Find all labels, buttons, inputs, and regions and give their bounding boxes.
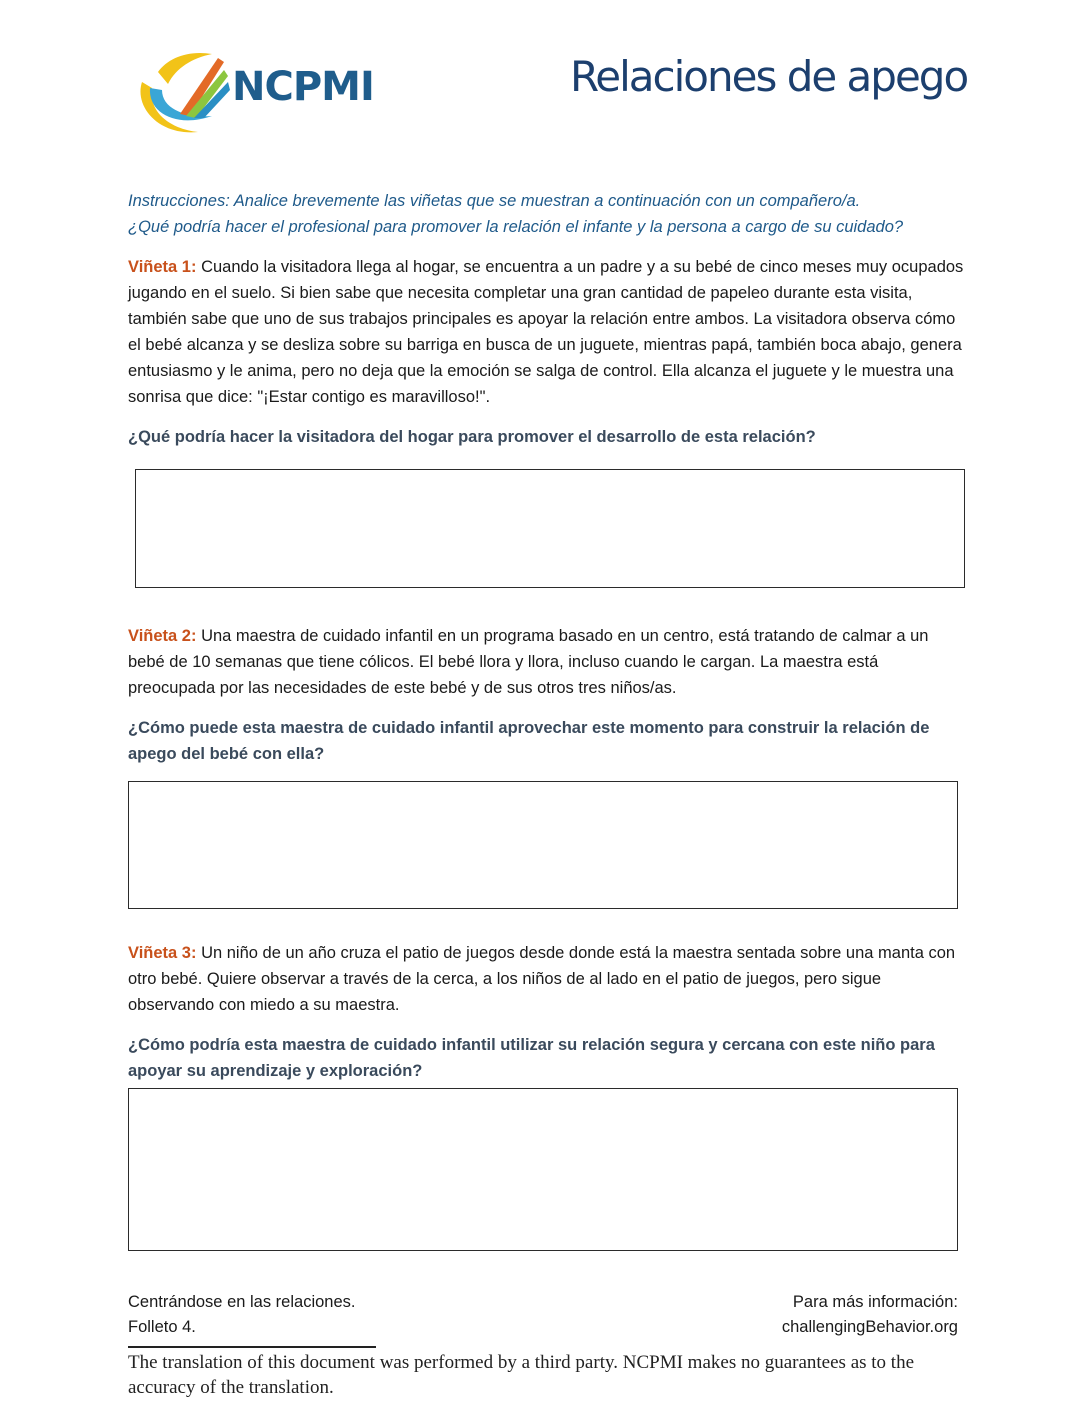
footer-left xyxy=(128,1290,355,1340)
logo-wordmark: NCPMI xyxy=(232,64,374,110)
vignette-3-answer-box[interactable] xyxy=(128,1088,958,1251)
vignette-3-label: Viñeta 3: xyxy=(128,944,197,962)
vignette-1-body: Cuando la visitadora llega al hogar, se encuentra a un padre y a su bebé de cinco meses muy ocupados jugando en el suelo. Si bien sabe que necesita completar una gran cantidad de papeleo durante esta visita, también sabe que uno de sus trabajos principales es apoyar la relación entre ambos. La visitadora observa cómo el bebé alcanza y se desliza sobre su barriga en busca de un juguete, mientras papá, también boca abajo, genera entusiasmo y le anima, pero no deja que la emoción se salga de control. Ella alcanza el juguete y le muestra una sonrisa que dice: "¡Estar contigo es maravilloso!". xyxy=(128,258,964,406)
page-title: Relaciones de apego xyxy=(570,52,968,101)
vignette-1-label: Viñeta 1: xyxy=(128,258,197,276)
footer-right xyxy=(782,1290,958,1340)
instructions xyxy=(128,188,968,240)
vignette-2-text xyxy=(128,623,968,701)
vignette-2-label: Viñeta 2: xyxy=(128,627,197,645)
vignette-1-answer-box[interactable] xyxy=(135,469,965,588)
footer-focus-text: Centrándose en las relaciones. xyxy=(128,1293,356,1311)
vignette-2-body: Una maestra de cuidado infantil en un programa basado en un centro, está tratando de calmar a un bebé de 10 semanas que tiene cólicos. El bebé llora y llora, incluso cuando le cargan. La maestra está preocupada por las necesidades de este bebé y de sus otros tres niños/as. xyxy=(128,627,929,697)
vignette-3-question: ¿Cómo podría esta maestra de cuidado infantil utilizar su relación segura y cercana con este niño para apoyar su aprendizaje y exploración? xyxy=(128,1036,935,1080)
footer-handout-number: Folleto 4. xyxy=(128,1318,196,1336)
footer-more-info: Para más información: xyxy=(792,1293,958,1311)
instructions-line-1: Instrucciones: Analice brevemente las viñetas que se muestran a continuación con un compañero/a. xyxy=(128,192,861,210)
translation-disclaimer: The translation of this document was performed by a third party. NCPMI makes no guarantees as to the accuracy of the translation. xyxy=(128,1352,915,1398)
footer-website-link[interactable]: challengingBehavior.org xyxy=(781,1318,958,1336)
vignette-3-body: Un niño de un año cruza el patio de juegos desde donde está la maestra sentada sobre una manta con otro bebé. Quiere observar a través de la cerca, a los niños de al lado en el patio de juegos, pero sigue observando con miedo a su maestra. xyxy=(128,944,956,1014)
footer-divider xyxy=(128,1346,376,1348)
vignette-1-question: ¿Qué podría hacer la visitadora del hogar para promover el desarrollo de esta relación? xyxy=(128,428,816,446)
swirl-logo-icon xyxy=(128,44,248,140)
vignette-1-text xyxy=(128,254,968,410)
instructions-line-2: ¿Qué podría hacer el profesional para promover la relación el infante y la persona a cargo de su cuidado? xyxy=(128,218,904,236)
vignette-2-answer-box[interactable] xyxy=(128,781,958,909)
vignette-2-question: ¿Cómo puede esta maestra de cuidado infantil aprovechar este momento para construir la relación de apego del bebé con ella? xyxy=(128,719,930,763)
vignette-3-text xyxy=(128,940,968,1018)
